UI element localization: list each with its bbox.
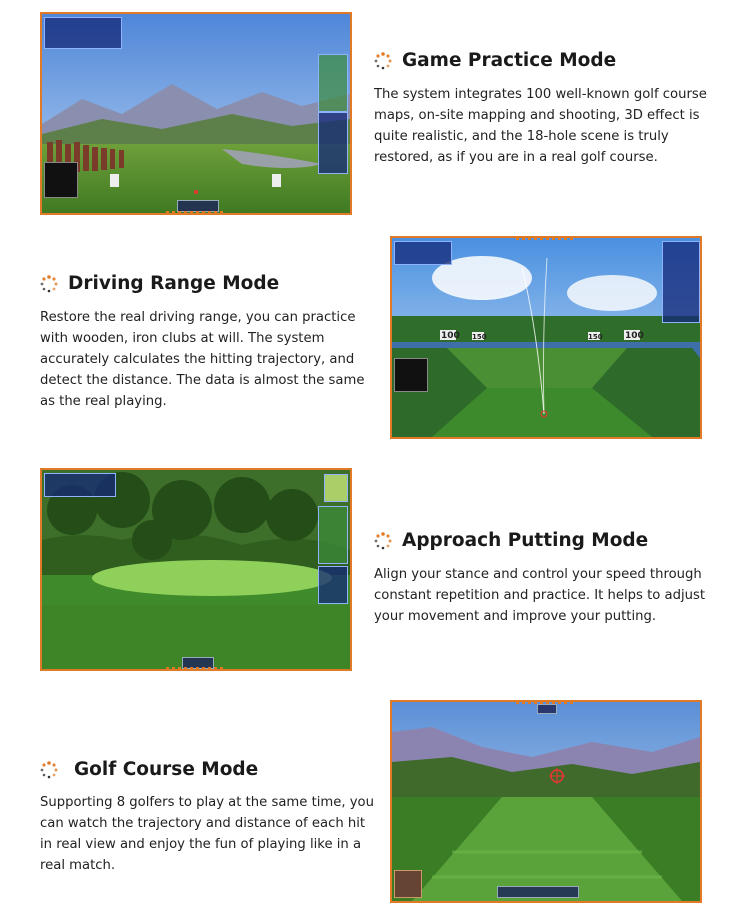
- fairway-scene-image: [392, 702, 700, 901]
- section-title: Approach Putting Mode: [402, 530, 649, 551]
- range-marker: 100: [441, 331, 460, 341]
- game-practice-screenshot: [40, 12, 352, 215]
- section-description: Supporting 8 golfers to play at the same time, you can watch the trajectory and distance of each hit in real view and enjoy the fun of playing like in a real match.: [40, 795, 374, 873]
- section-heading-golf-course: [40, 759, 258, 780]
- section-heading-game-practice: [374, 50, 616, 71]
- section-description: Align your stance and control your speed through constant repetition and practice. It helps to adjust your movement and improve your putting.: [374, 567, 706, 624]
- approach-putting-screenshot: [40, 468, 352, 671]
- decorative-dots: [166, 211, 226, 215]
- range-marker: 150: [472, 333, 487, 341]
- decorative-dots: [516, 700, 576, 704]
- driving-range-screenshot: [390, 236, 702, 439]
- spinner-icon: [374, 52, 392, 70]
- driving-range-scene-image: [392, 238, 700, 437]
- range-marker: 100: [625, 331, 644, 341]
- golf-course-screenshot: [390, 700, 702, 903]
- range-marker: 150: [588, 333, 603, 341]
- spinner-icon: [40, 761, 58, 779]
- spinner-icon: [40, 275, 58, 293]
- section-heading-approach-putting: [374, 530, 648, 551]
- section-description: Restore the real driving range, you can practice with wooden, iron clubs at will. The system accurately calculates the hitting trajectory, and detect the distance. The data is almost the same as the real playing.: [40, 310, 365, 409]
- section-title: Golf Course Mode: [74, 759, 259, 780]
- section-title: Game Practice Mode: [402, 50, 617, 71]
- spinner-icon: [374, 532, 392, 550]
- putting-green-scene-image: [42, 470, 350, 669]
- decorative-dots: [516, 236, 576, 240]
- section-heading-driving-range: [40, 273, 279, 294]
- decorative-dots: [166, 667, 226, 671]
- section-title: Driving Range Mode: [68, 273, 280, 294]
- section-description: The system integrates 100 well-known golf course maps, on-site mapping and shooting, 3D effect is quite realistic, and the 18-hole scene is truly restored, as if you are in a real golf course.: [374, 87, 707, 165]
